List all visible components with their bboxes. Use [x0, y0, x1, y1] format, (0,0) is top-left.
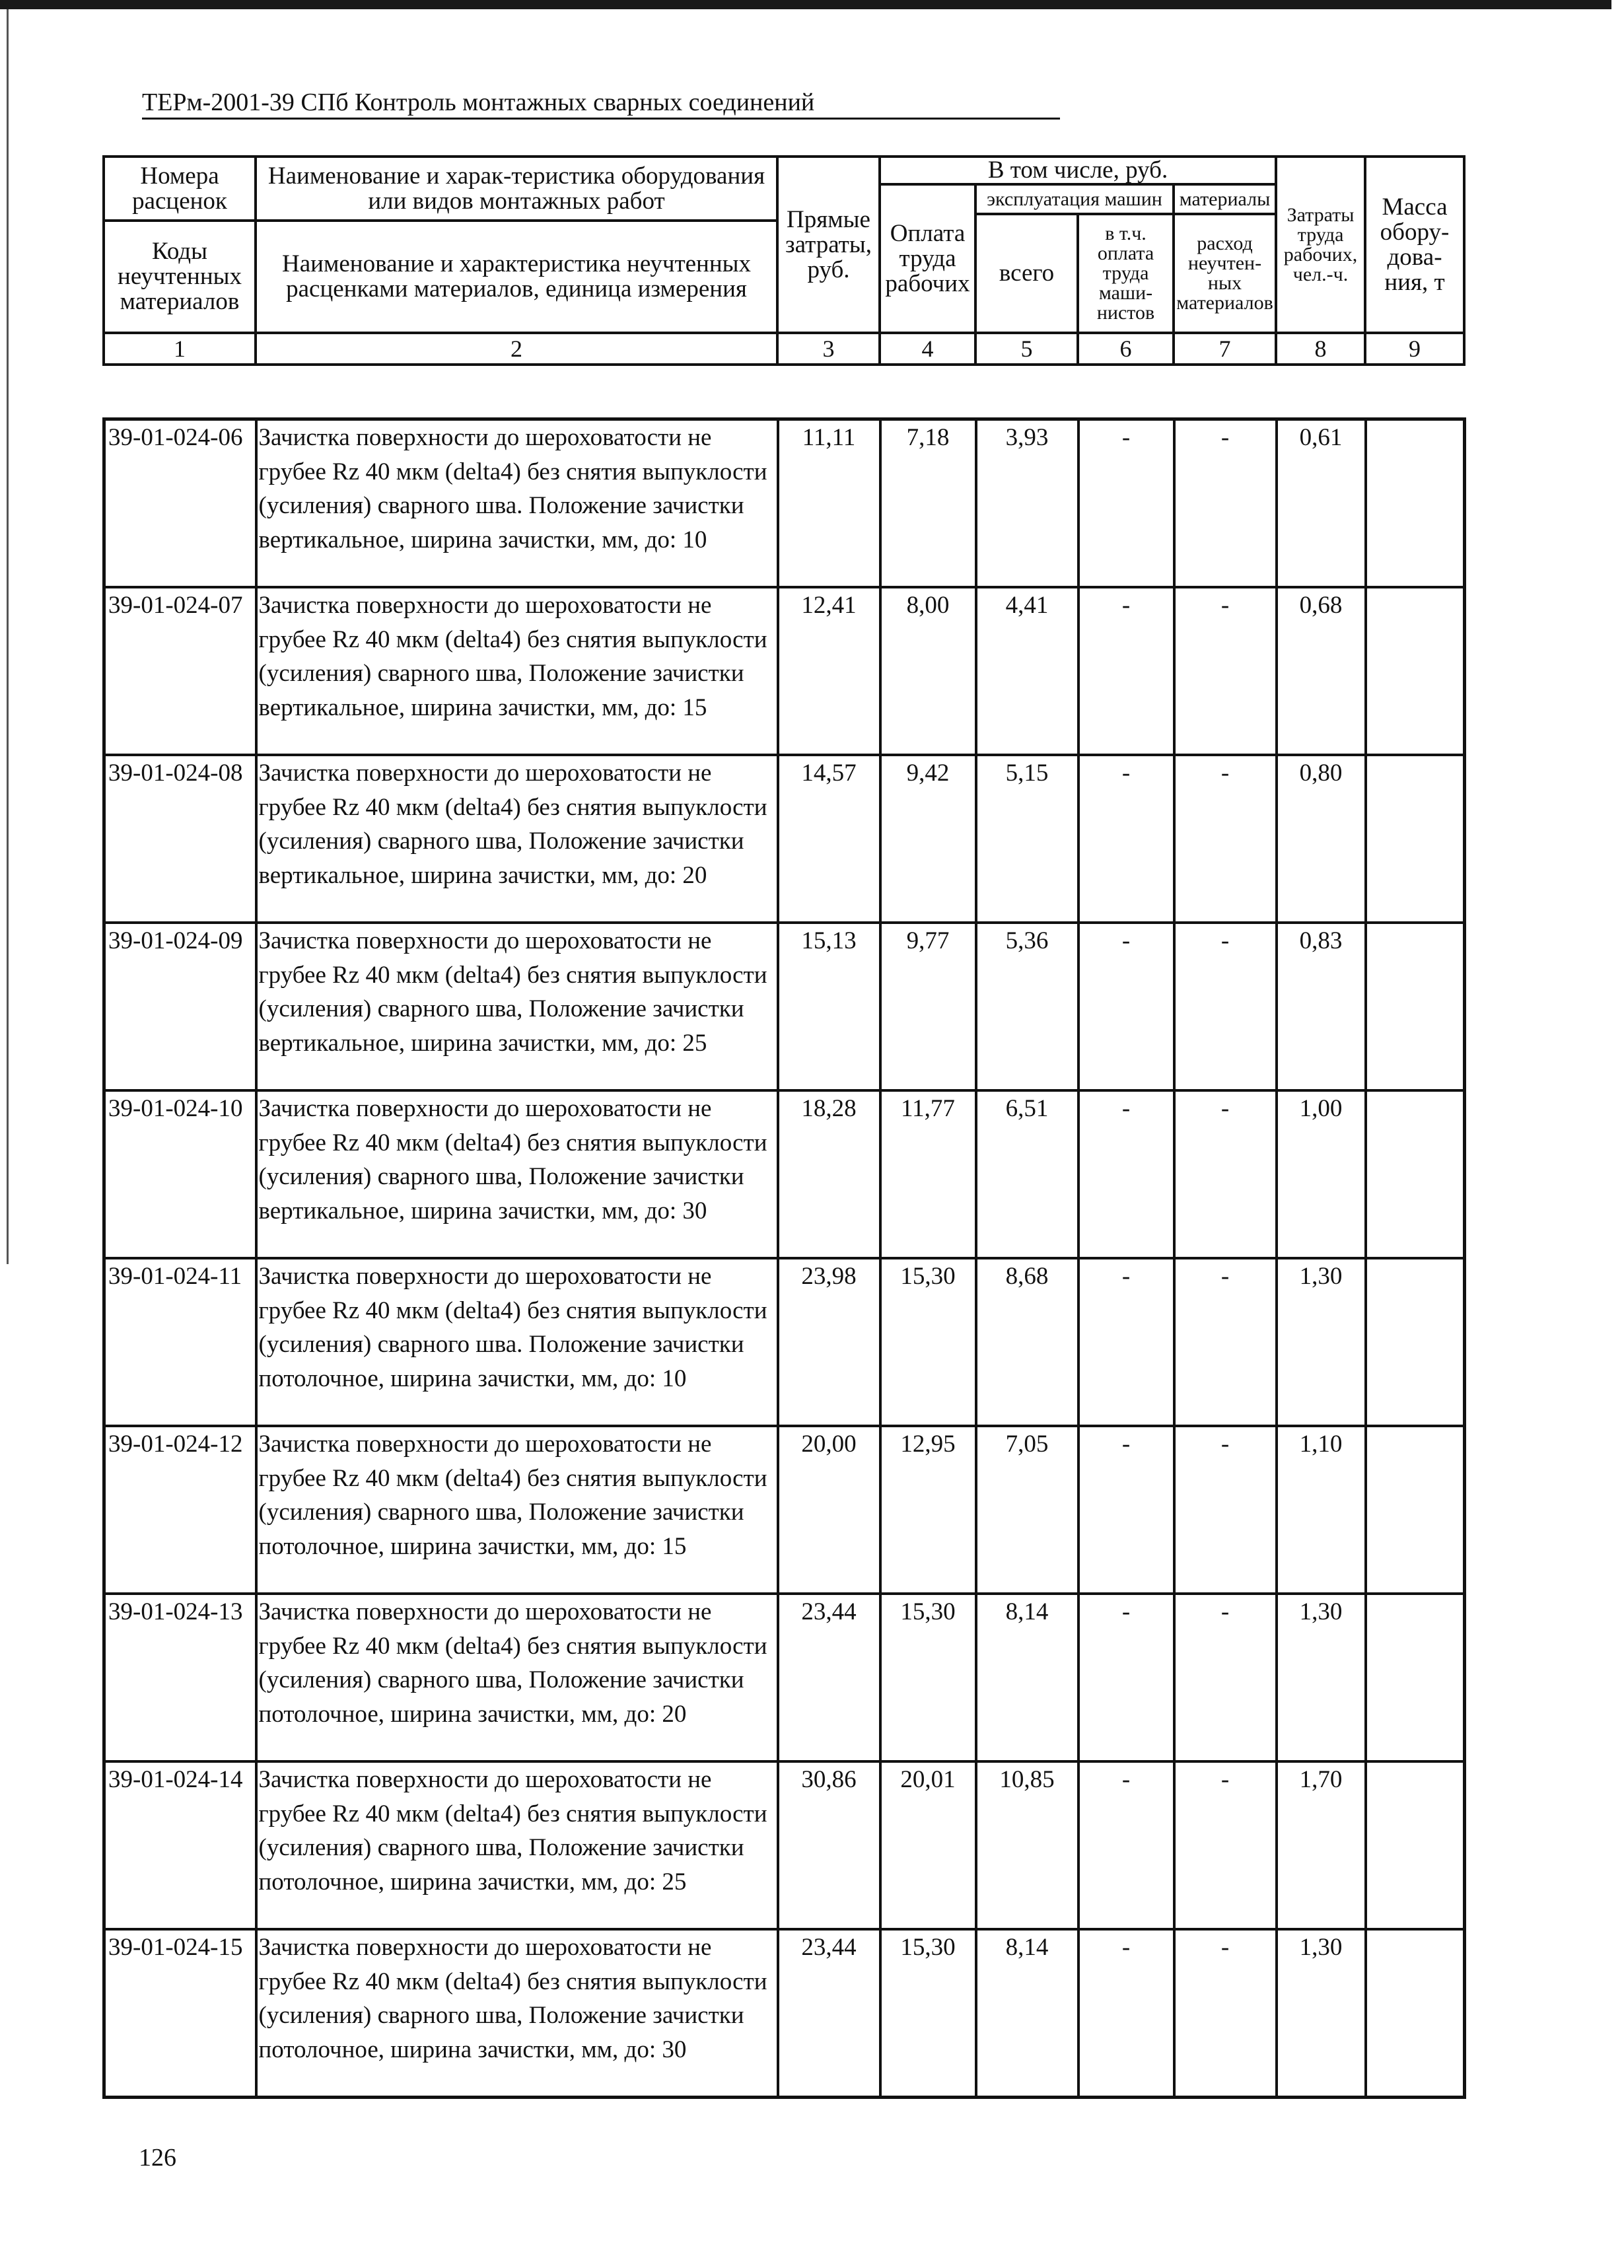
machines-total: 8,14 [1005, 1934, 1049, 1961]
machinists-pay: - [1121, 1766, 1131, 1793]
rate-code: 39-01-024-09 [108, 927, 243, 954]
unaccounted-materials: - [1220, 592, 1230, 619]
labor-hours: 0,61 [1299, 424, 1343, 451]
machinists-pay: - [1121, 1934, 1131, 1961]
rate-code: 39-01-024-07 [108, 592, 243, 619]
column-number: 6 [1078, 333, 1174, 365]
machinists-pay-cell [1078, 1594, 1174, 1761]
unaccounted-materials: - [1220, 927, 1230, 954]
labor-pay: 9,42 [906, 760, 950, 787]
labor-hours-cell [1277, 587, 1366, 755]
rate-code: 39-01-024-06 [108, 424, 243, 451]
machinists-pay-cell [1078, 923, 1174, 1090]
rate-code-cell [104, 1258, 256, 1426]
direct-costs-cell [778, 419, 880, 588]
rates-table [102, 417, 1466, 2099]
direct-costs-cell [778, 1090, 880, 1258]
labor-hours: 0,68 [1299, 592, 1343, 619]
labor-pay-cell [880, 1761, 976, 1929]
work-description-cell [256, 1090, 778, 1258]
labor-hours: 0,83 [1299, 927, 1343, 954]
column-number: 1 [104, 333, 256, 365]
unaccounted-materials: - [1220, 1431, 1230, 1458]
page-number: 126 [139, 2144, 176, 2172]
equipment-mass-cell [1366, 1594, 1465, 1761]
machines-total-cell [976, 1761, 1078, 1929]
machines-total-cell [976, 1929, 1078, 2098]
unaccounted-materials: - [1220, 1934, 1230, 1961]
rate-code-cell [104, 1929, 256, 2098]
direct-costs-cell [778, 755, 880, 923]
machinists-pay: - [1121, 1431, 1131, 1458]
labor-pay-cell [880, 755, 976, 923]
table-row [104, 1929, 1465, 2098]
unaccounted-materials: - [1220, 1598, 1230, 1625]
unaccounted-materials-cell [1174, 419, 1277, 588]
machines-total: 4,41 [1005, 592, 1049, 619]
unaccounted-materials: - [1220, 1095, 1230, 1122]
column-number: 9 [1365, 333, 1464, 365]
machines-total: 5,15 [1005, 760, 1049, 787]
work-description: Зачистка поверхности до шероховатости не грубее Rz 40 мкм (delta4) без снятия выпуклости (усиления) сварного шва, Положение зачистки вертикальное, ширина зачистки, мм, до: 30 [258, 1095, 767, 1224]
rate-code-cell [104, 1426, 256, 1594]
work-description-cell [256, 419, 778, 588]
work-description: Зачистка поверхности до шероховатости не грубее Rz 40 мкм (delta4) без снятия выпуклости (усиления) сварного шва, Положение зачистки вертикальное, ширина зачистки, мм, до: 15 [258, 592, 767, 721]
direct-costs: 11,11 [802, 424, 856, 451]
machinists-pay-cell [1078, 419, 1174, 588]
unaccounted-materials: - [1220, 1263, 1230, 1290]
work-description-cell [256, 1426, 778, 1594]
direct-costs: 14,57 [801, 760, 857, 787]
labor-hours-cell [1277, 419, 1366, 588]
title-underline [142, 118, 1060, 120]
equipment-mass [1367, 924, 1464, 1089]
labor-pay: 15,30 [900, 1598, 956, 1625]
direct-costs: 23,44 [801, 1934, 857, 1961]
column-number: 4 [880, 333, 975, 365]
work-description-cell [256, 1761, 778, 1929]
machinists-pay: - [1121, 927, 1131, 954]
work-description: Зачистка поверхности до шероховатости не грубее Rz 40 мкм (delta4) без снятия выпуклости (усиления) сварного шва, Положение зачистки потолочное, ширина зачистки, мм, до: 15 [258, 1431, 767, 1560]
unaccounted-materials-cell [1174, 1090, 1277, 1258]
labor-pay: 7,18 [906, 424, 950, 451]
direct-costs-cell [778, 1761, 880, 1929]
column-number: 2 [256, 333, 777, 365]
document-title: ТЕРм-2001-39 СПб Контроль монтажных сварных соединений [142, 89, 815, 116]
machines-total: 8,14 [1005, 1598, 1049, 1625]
unaccounted-materials: - [1220, 760, 1230, 787]
unaccounted-materials-cell [1174, 755, 1277, 923]
work-description-cell [256, 587, 778, 755]
machines-total: 6,51 [1005, 1095, 1049, 1122]
column-number: 3 [777, 333, 880, 365]
labor-pay: 12,95 [900, 1431, 956, 1458]
header-unaccounted-materials: расход неучтен-ных материалов [1174, 214, 1276, 333]
unaccounted-materials-cell [1174, 1761, 1277, 1929]
unaccounted-materials-cell [1174, 1258, 1277, 1426]
labor-pay: 15,30 [900, 1263, 956, 1290]
column-header-table [102, 155, 1465, 366]
labor-pay-cell [880, 419, 976, 588]
labor-hours-cell [1277, 755, 1366, 923]
machinists-pay: - [1121, 1095, 1131, 1122]
direct-costs-cell [778, 587, 880, 755]
direct-costs-cell [778, 1258, 880, 1426]
machines-total-cell [976, 923, 1078, 1090]
header-including: В том числе, руб. [880, 157, 1276, 184]
column-number: 7 [1174, 333, 1276, 365]
rate-code: 39-01-024-12 [108, 1431, 243, 1458]
header-direct-costs: Прямые затраты, руб. [777, 157, 880, 333]
equipment-mass-cell [1366, 923, 1465, 1090]
equipment-mass-cell [1366, 755, 1465, 923]
rate-code-cell [104, 587, 256, 755]
equipment-mass-cell [1366, 1426, 1465, 1594]
unaccounted-materials-cell [1174, 1426, 1277, 1594]
work-description: Зачистка поверхности до шероховатости не грубее Rz 40 мкм (delta4) без снятия выпуклости (усиления) сварного шва, Положение зачистки потолочное, ширина зачистки, мм, до: 20 [258, 1598, 767, 1728]
rate-code-cell [104, 1090, 256, 1258]
machines-total-cell [976, 419, 1078, 588]
labor-pay: 11,77 [901, 1095, 955, 1122]
equipment-mass-cell [1366, 1258, 1465, 1426]
table-row [104, 419, 1465, 588]
header-machines-total: всего [975, 214, 1078, 333]
equipment-mass-cell [1366, 1929, 1465, 2098]
header-material-codes: Коды неучтенных материалов [104, 221, 256, 333]
direct-costs-cell [778, 1929, 880, 2098]
rate-code: 39-01-024-14 [108, 1766, 243, 1793]
labor-pay: 15,30 [900, 1934, 956, 1961]
labor-hours-cell [1277, 1929, 1366, 2098]
equipment-mass [1367, 1092, 1464, 1257]
work-description: Зачистка поверхности до шероховатости не грубее Rz 40 мкм (delta4) без снятия выпуклости (усиления) сварного шва, Положение зачистки вертикальное, ширина зачистки, мм, до: 20 [258, 760, 767, 889]
scan-top-border [0, 0, 1611, 9]
labor-pay-cell [880, 1594, 976, 1761]
equipment-mass [1367, 1427, 1464, 1592]
machines-total: 3,93 [1005, 424, 1049, 451]
machinists-pay: - [1121, 592, 1131, 619]
machines-total-cell [976, 1090, 1078, 1258]
machinists-pay: - [1121, 424, 1131, 451]
labor-pay-cell [880, 923, 976, 1090]
machinists-pay: - [1121, 760, 1131, 787]
header-materials: материалы [1174, 184, 1276, 214]
work-description-cell [256, 1258, 778, 1426]
labor-hours: 1,00 [1299, 1095, 1343, 1122]
machinists-pay-cell [1078, 1929, 1174, 2098]
work-description: Зачистка поверхности до шероховатости не грубее Rz 40 мкм (delta4) без снятия выпуклости (усиления) сварного шва, Положение зачистки вертикальное, ширина зачистки, мм, до: 25 [258, 927, 767, 1057]
equipment-mass [1367, 1595, 1464, 1760]
machines-total-cell [976, 1426, 1078, 1594]
direct-costs: 15,13 [801, 927, 857, 954]
header-equipment-mass: Масса обору-дова-ния, т [1365, 157, 1464, 333]
unaccounted-materials-cell [1174, 1929, 1277, 2098]
labor-pay-cell [880, 1426, 976, 1594]
equipment-mass-cell [1366, 587, 1465, 755]
table-row [104, 923, 1465, 1090]
work-description-cell [256, 755, 778, 923]
direct-costs-cell [778, 923, 880, 1090]
machinists-pay: - [1121, 1263, 1131, 1290]
labor-pay: 9,77 [906, 927, 950, 954]
work-description: Зачистка поверхности до шероховатости не грубее Rz 40 мкм (delta4) без снятия выпуклости (усиления) сварного шва. Положение зачистки потолочное, ширина зачистки, мм, до: 10 [258, 1263, 767, 1392]
work-description: Зачистка поверхности до шероховатости не грубее Rz 40 мкм (delta4) без снятия выпуклости (усиления) сварного шва, Положение зачистки потолочное, ширина зачистки, мм, до: 30 [258, 1934, 767, 2063]
labor-hours-cell [1277, 923, 1366, 1090]
header-material-name: Наименование и характеристика неучтенных расценками материалов, единица измерения [256, 221, 777, 333]
direct-costs: 30,86 [801, 1766, 857, 1793]
direct-costs: 23,98 [801, 1263, 857, 1290]
labor-hours: 1,30 [1299, 1263, 1343, 1290]
labor-hours: 1,10 [1299, 1431, 1343, 1458]
table-row [104, 755, 1465, 923]
table-row [104, 1761, 1465, 1929]
machinists-pay-cell [1078, 1258, 1174, 1426]
header-labor-pay: Оплата труда рабочих [880, 184, 975, 333]
rate-code-cell [104, 755, 256, 923]
unaccounted-materials-cell [1174, 587, 1277, 755]
table-row [104, 1594, 1465, 1761]
labor-pay-cell [880, 587, 976, 755]
rate-code: 39-01-024-10 [108, 1095, 243, 1122]
rate-code: 39-01-024-08 [108, 760, 243, 787]
labor-hours: 0,80 [1299, 760, 1343, 787]
machines-total: 7,05 [1005, 1431, 1049, 1458]
machinists-pay-cell [1078, 1426, 1174, 1594]
machines-total: 8,68 [1005, 1263, 1049, 1290]
header-work-name: Наименование и харак-теристика оборудования или видов монтажных работ [256, 157, 777, 221]
unaccounted-materials-cell [1174, 1594, 1277, 1761]
direct-costs: 12,41 [801, 592, 857, 619]
rate-code-cell [104, 1761, 256, 1929]
machinists-pay-cell [1078, 1761, 1174, 1929]
equipment-mass [1367, 1763, 1464, 1928]
equipment-mass-cell [1366, 1761, 1465, 1929]
rate-code-cell [104, 419, 256, 588]
labor-hours: 1,70 [1299, 1766, 1343, 1793]
machinists-pay: - [1121, 1598, 1131, 1625]
direct-costs-cell [778, 1594, 880, 1761]
rate-code: 39-01-024-15 [108, 1934, 243, 1961]
direct-costs: 18,28 [801, 1095, 857, 1122]
machines-total: 5,36 [1005, 927, 1049, 954]
work-description-cell [256, 1929, 778, 2098]
header-machinists-pay: в т.ч. оплата труда маши-нистов [1078, 214, 1174, 333]
labor-pay: 20,01 [900, 1766, 956, 1793]
header-labor-hours: Затраты труда рабочих, чел.-ч. [1276, 157, 1365, 333]
equipment-mass [1367, 588, 1464, 754]
labor-hours-cell [1277, 1594, 1366, 1761]
machinists-pay-cell [1078, 587, 1174, 755]
rate-code: 39-01-024-11 [108, 1263, 242, 1290]
table-row [104, 587, 1465, 755]
machines-total-cell [976, 587, 1078, 755]
equipment-mass [1367, 421, 1464, 586]
labor-hours-cell [1277, 1090, 1366, 1258]
labor-pay-cell [880, 1929, 976, 2098]
table-row [104, 1426, 1465, 1594]
machines-total-cell [976, 1258, 1078, 1426]
column-number: 5 [975, 333, 1078, 365]
labor-hours-cell [1277, 1426, 1366, 1594]
equipment-mass [1367, 1931, 1464, 2096]
unaccounted-materials: - [1220, 424, 1230, 451]
labor-hours: 1,30 [1299, 1934, 1343, 1961]
work-description-cell [256, 923, 778, 1090]
scan-left-border [7, 9, 9, 1264]
rate-code: 39-01-024-13 [108, 1598, 243, 1625]
header-rate-numbers: Номера расценок [104, 157, 256, 221]
work-description-cell [256, 1594, 778, 1761]
labor-pay-cell [880, 1258, 976, 1426]
machinists-pay-cell [1078, 1090, 1174, 1258]
table-row [104, 1090, 1465, 1258]
direct-costs: 23,44 [801, 1598, 857, 1625]
labor-pay-cell [880, 1090, 976, 1258]
labor-pay: 8,00 [906, 592, 950, 619]
rate-code-cell [104, 1594, 256, 1761]
machines-total: 10,85 [999, 1766, 1055, 1793]
unaccounted-materials: - [1220, 1766, 1230, 1793]
header-machines: эксплуатация машин [975, 184, 1174, 214]
column-number: 8 [1276, 333, 1365, 365]
equipment-mass-cell [1366, 419, 1465, 588]
unaccounted-materials-cell [1174, 923, 1277, 1090]
machines-total-cell [976, 755, 1078, 923]
labor-hours: 1,30 [1299, 1598, 1343, 1625]
equipment-mass-cell [1366, 1090, 1465, 1258]
direct-costs: 20,00 [801, 1431, 857, 1458]
machines-total-cell [976, 1594, 1078, 1761]
work-description: Зачистка поверхности до шероховатости не грубее Rz 40 мкм (delta4) без снятия выпуклости (усиления) сварного шва, Положение зачистки потолочное, ширина зачистки, мм, до: 25 [258, 1766, 767, 1896]
direct-costs-cell [778, 1426, 880, 1594]
machinists-pay-cell [1078, 755, 1174, 923]
table-row [104, 1258, 1465, 1426]
work-description: Зачистка поверхности до шероховатости не грубее Rz 40 мкм (delta4) без снятия выпуклости (усиления) сварного шва. Положение зачистки вертикальное, ширина зачистки, мм, до: 10 [258, 424, 767, 553]
labor-hours-cell [1277, 1761, 1366, 1929]
rate-code-cell [104, 923, 256, 1090]
equipment-mass [1367, 756, 1464, 921]
labor-hours-cell [1277, 1258, 1366, 1426]
equipment-mass [1367, 1259, 1464, 1425]
